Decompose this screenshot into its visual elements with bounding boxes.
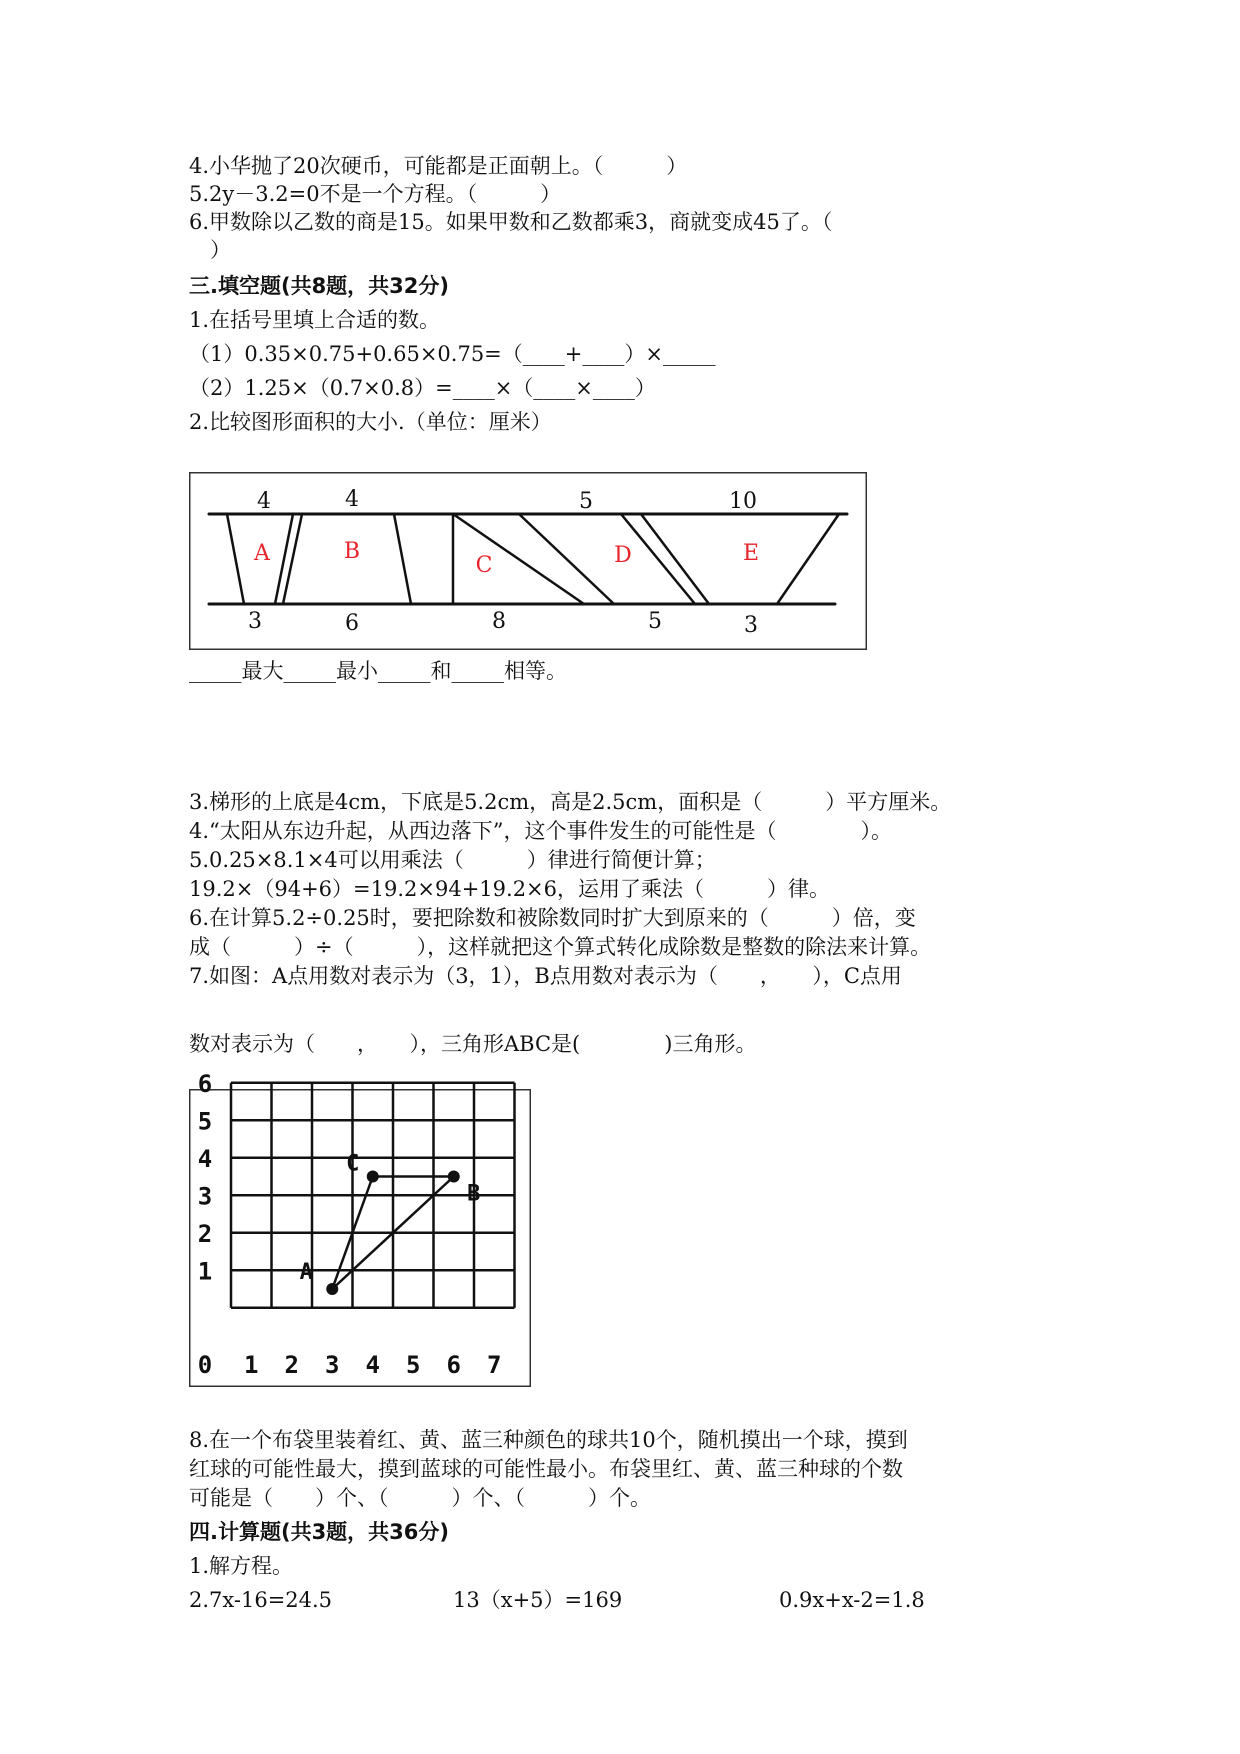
x-axis-label: 3 (325, 1351, 340, 1379)
calc-q1: 1.解方程。 (189, 1554, 294, 1578)
section4-heading: 四.计算题(共3题，共36分) (189, 1520, 450, 1544)
judge-q4: 4.小华抛了20次硬币，可能都是正面朝上。（ ） (189, 154, 688, 178)
shape-e-left-edge (641, 514, 709, 604)
fill-q8-line3: 可能是（ ）个、（ ）个、（ ）个。 (189, 1486, 651, 1510)
shape-label-c: C (475, 553, 493, 578)
fill-q5-line1: 5.0.25×8.1×4可以用乘法（ ）律进行简便计算； (189, 848, 716, 872)
point-label-a: A (299, 1260, 313, 1285)
x-axis-label: 7 (487, 1351, 502, 1379)
y-axis-label: 6 (197, 1069, 213, 1098)
bottom-label-c: 8 (492, 609, 506, 634)
fill-q4: 4.“太阳从东边升起，从西边落下”，这个事件发生的可能性是（ ）。 (189, 819, 893, 843)
bottom-label-d: 5 (648, 609, 662, 634)
coordinate-grid-figure (189, 1069, 531, 1387)
y-axis-label: 1 (197, 1257, 213, 1286)
point-b (448, 1171, 460, 1183)
shape-a-right-edge (275, 514, 293, 604)
point-a (326, 1283, 338, 1295)
bottom-label-b: 6 (345, 611, 359, 636)
top-label-e: 10 (729, 489, 757, 514)
shape-e-right-edge (777, 514, 839, 604)
top-label-b: 4 (345, 487, 359, 512)
shape-c-hypotenuse (453, 514, 584, 604)
fill-q1-part2: （2）1.25×（0.7×0.8）=____×（____×____） (189, 376, 656, 400)
equation-1: 2.7x-16=24.5 (189, 1588, 333, 1612)
fill-q6-line2: 成（ ）÷（ ），这样就把这个算式转化成除数是整数的除法来计算。 (189, 935, 932, 959)
judge-q6-line2: ） (189, 238, 231, 262)
x-axis-label: 6 (446, 1351, 461, 1379)
shape-b-right-edge (394, 514, 411, 604)
section3-heading: 三.填空题(共8题，共32分) (189, 274, 450, 298)
judge-q6-line1: 6.甲数除以乙数的商是15。如果甲数和乙数都乘3，商就变成45了。（ (189, 210, 833, 234)
shape-label-b: B (343, 539, 361, 564)
shape-b-left-edge (283, 514, 302, 604)
shape-d-right-edge (621, 514, 695, 604)
fill-q1-part1: （1）0.35×0.75+0.65×0.75=（____+____）×_____ (189, 342, 716, 366)
shape-label-d: D (614, 543, 632, 568)
shape-label-a: A (254, 541, 270, 566)
fill-q6-line1: 6.在计算5.2÷0.25时，要把除数和被除数同时扩大到原来的（ ）倍，变 (189, 906, 916, 930)
x-axis-label: 5 (406, 1351, 421, 1379)
area-comparison-figure (189, 472, 867, 650)
fill-q8-line1: 8.在一个布袋里装着红、黄、蓝三种颜色的球共10个，随机摸出一个球，摸到 (189, 1428, 908, 1452)
point-label-b: B (467, 1181, 481, 1207)
point-label-c: C (346, 1151, 360, 1177)
fill-q7-line2: 数对表示为（ ， ），三角形ABC是( )三角形。 (189, 1032, 757, 1056)
fill-q2: 2.比较图形面积的大小.（单位：厘米） (189, 410, 552, 434)
top-label-d: 5 (579, 489, 593, 514)
fill-q5-line2: 19.2×（94+6）=19.2×94+19.2×6，运用了乘法（ ）律。 (189, 877, 831, 901)
y-axis-label: 3 (197, 1182, 213, 1211)
y-axis-label: 4 (197, 1144, 213, 1173)
fill-q1: 1.在括号里填上合适的数。 (189, 308, 441, 332)
shape-label-e: E (742, 541, 760, 566)
y-axis-label: 2 (197, 1219, 213, 1248)
bottom-label-a: 3 (248, 609, 262, 634)
fill-q8-line2: 红球的可能性最大，摸到蓝球的可能性最小。布袋里红、黄、蓝三种球的个数 (189, 1457, 903, 1481)
x-axis-label: 0 (197, 1351, 213, 1379)
fill-q3: 3.梯形的上底是4cm，下底是5.2cm，高是2.5cm，面积是（ ）平方厘米。 (189, 790, 952, 814)
fill-q7-line1: 7.如图：A点用数对表示为（3，1），B点用数对表示为（ ， ），C点用 (189, 964, 902, 988)
equation-3: 0.9x+x-2=1.8 (779, 1588, 925, 1612)
bottom-label-e: 3 (744, 613, 758, 638)
point-c (367, 1171, 379, 1183)
y-axis-label: 5 (197, 1107, 213, 1136)
equation-2: 13（x+5）=169 (453, 1588, 623, 1612)
judge-q5: 5.2y－3.2=0不是一个方程。（ ） (189, 182, 562, 206)
shape-a-left-edge (227, 514, 244, 604)
top-label-a: 4 (257, 489, 271, 514)
fill-q2-blanks: _____最大_____最小_____和_____相等。 (189, 659, 567, 683)
x-axis-label: 1 (244, 1351, 259, 1379)
x-axis-label: 4 (365, 1351, 380, 1379)
x-axis-label: 2 (284, 1351, 299, 1379)
